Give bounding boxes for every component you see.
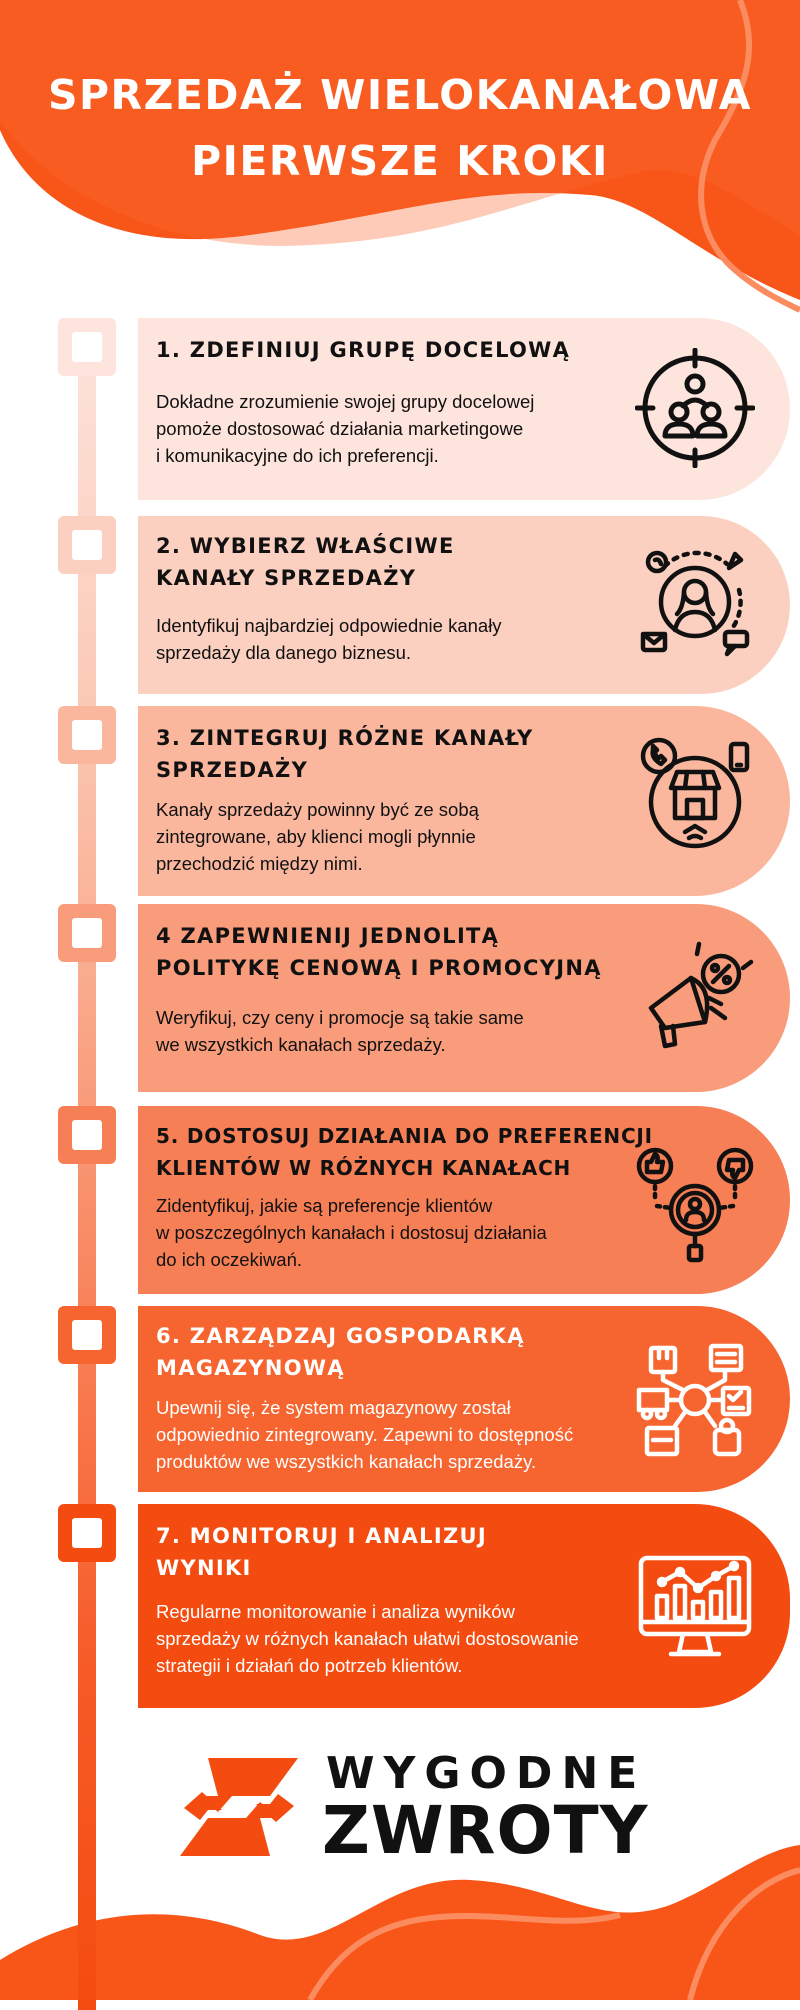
page-title [0,62,800,194]
step-card-3 [138,706,790,896]
step-4-title: 4 ZAPEWNIENIJ JEDNOLITĄ POLITYKĘ CENOWĄ I PROMOCYJNĄ [156,924,602,980]
step-6-description: Upewnij się, że system magazynowy został odpowiednio zintegrowany. Zapewni to dostępność produktów we wszystkich kanałach sprzedaży. [156,1397,574,1472]
timeline-node-7 [58,1504,116,1562]
title-line-1: SPRZEDAŻ WIELOKANAŁOWA [47,71,753,119]
step-5-title: 5. DOSTOSUJ DZIAŁANIA DO PREFERENCJI KLIENTÓW W RÓŻNYCH KANAŁACH [156,1124,653,1180]
store-integration-icon [635,736,755,856]
step-1-description: Dokładne zrozumienie swojej grupy docelowej pomoże dostosować działania marketingowe i komunikacyjne do ich preferencji. [156,391,535,466]
step-card-6 [138,1306,790,1492]
step-card-4 [138,904,790,1092]
step-4-description: Weryfikuj, czy ceny i promocje są takie same we wszystkich kanałach sprzedaży. [156,1007,524,1055]
step-2-description: Identyfikuj najbardziej odpowiednie kanały sprzedaży dla danego biznesu. [156,615,502,663]
step-7-description: Regularne monitorowanie i analiza wyników sprzedaży w różnych kanałach ułatwi dostosowanie strategii i działań do potrzeb klientów. [156,1601,579,1676]
title-line-2: PIERWSZE KROKI [191,137,609,185]
customer-channels-icon [635,542,755,662]
brand-logo-mark [174,1752,304,1862]
step-card-5 [138,1106,790,1294]
brand-name-line-1: WYGODNE [326,1748,647,1799]
customer-feedback-search-icon [635,1146,755,1266]
timeline-node-1 [58,318,116,376]
step-1-title: 1. ZDEFINIUJ GRUPĘ DOCELOWĄ [156,338,571,362]
step-5-description: Zidentyfikuj, jakie są preferencje klientów w poszczególnych kanałach i dostosuj działania do ich oczekiwań. [156,1195,547,1270]
step-3-title: 3. ZINTEGRUJ RÓŻNE KANAŁY SPRZEDAŻY [156,726,534,782]
step-card-2 [138,516,790,694]
step-card-7 [138,1504,790,1708]
step-card-1 [138,318,790,500]
timeline-rail [78,330,96,2010]
step-7-title: 7. MONITORUJ I ANALIZUJ WYNIKI [156,1524,487,1580]
timeline-node-6 [58,1306,116,1364]
warehouse-network-icon [635,1340,755,1460]
timeline-node-3 [58,706,116,764]
analytics-monitor-icon [635,1548,755,1668]
megaphone-discount-icon [635,938,755,1058]
timeline-node-5 [58,1106,116,1164]
brand-name-line-2: ZWROTY [322,1792,649,1869]
timeline-node-2 [58,516,116,574]
step-6-title: 6. ZARZĄDZAJ GOSPODARKĄ MAGAZYNOWĄ [156,1324,525,1380]
step-3-description: Kanały sprzedaży powinny być ze sobą zintegrowane, aby klienci mogli płynnie przechodzić między nimi. [156,799,479,874]
step-2-title: 2. WYBIERZ WŁAŚCIWE KANAŁY SPRZEDAŻY [156,534,455,590]
timeline-node-4 [58,904,116,962]
target-audience-icon [635,348,755,468]
